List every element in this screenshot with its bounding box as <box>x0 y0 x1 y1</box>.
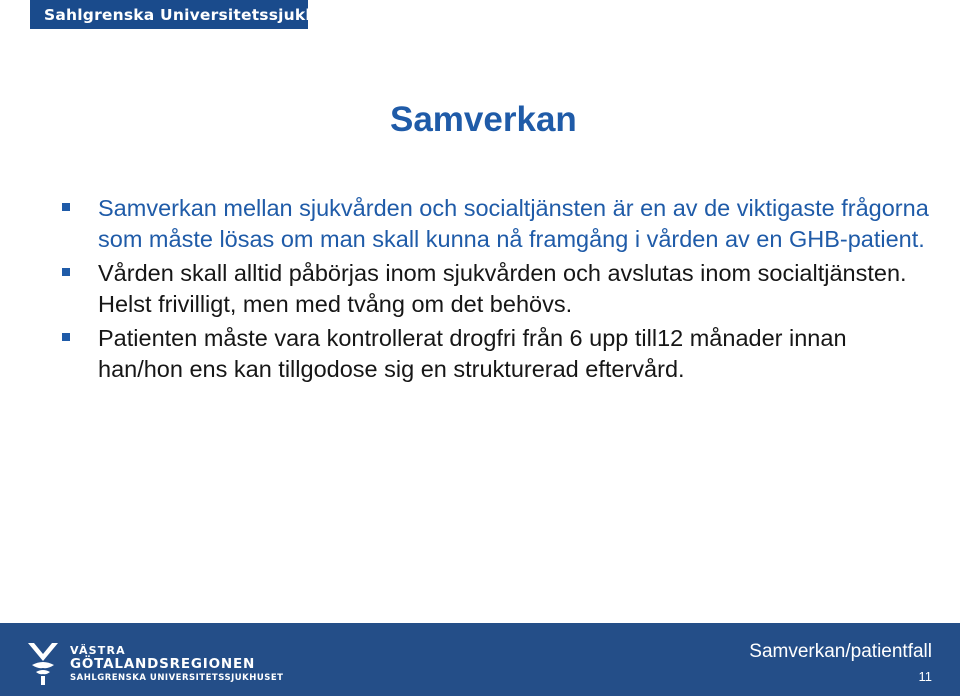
bullet-text: Vården skall alltid påbörjas inom sjukvården och avslutas inom socialtjänsten. Helst frivilligt, men med tvång om det behövs. <box>98 260 907 317</box>
footer-bar <box>0 623 960 696</box>
square-bullet-icon <box>62 333 70 341</box>
slide-title: Samverkan <box>390 100 577 139</box>
logo-line-2: GÖTALANDSREGIONEN <box>70 656 256 672</box>
bullet-text: Samverkan mellan sjukvården och socialtjänsten är en av de viktigaste frågorna som måste lösas om man skall kunna nå framgång i vården av en GHB-patient. <box>98 195 929 252</box>
logo-line-1: VÄSTRA <box>70 644 126 657</box>
logo-line-3: SAHLGRENSKA UNIVERSITETSSJUKHUSET <box>70 673 284 683</box>
bullet-item-care-path <box>62 258 932 319</box>
bullet-list <box>62 193 932 388</box>
square-bullet-icon <box>62 203 70 211</box>
bullet-item-drug-free <box>62 323 932 384</box>
page-number: 11 <box>918 669 932 684</box>
vastra-gotalandsregionen-logo-icon <box>26 639 60 687</box>
bullet-text: Patienten måste vara kontrollerat drogfri från 6 upp till12 månader innan han/hon ens kan tillgodose sig en strukturerad eftervård. <box>98 325 847 382</box>
footer-caption: Samverkan/patientfall <box>749 641 932 662</box>
square-bullet-icon <box>62 268 70 276</box>
organization-banner <box>30 0 356 29</box>
bullet-item-collaboration <box>62 193 932 254</box>
banner-text: Sahlgrenska Universitetssjukhuset <box>44 6 356 24</box>
